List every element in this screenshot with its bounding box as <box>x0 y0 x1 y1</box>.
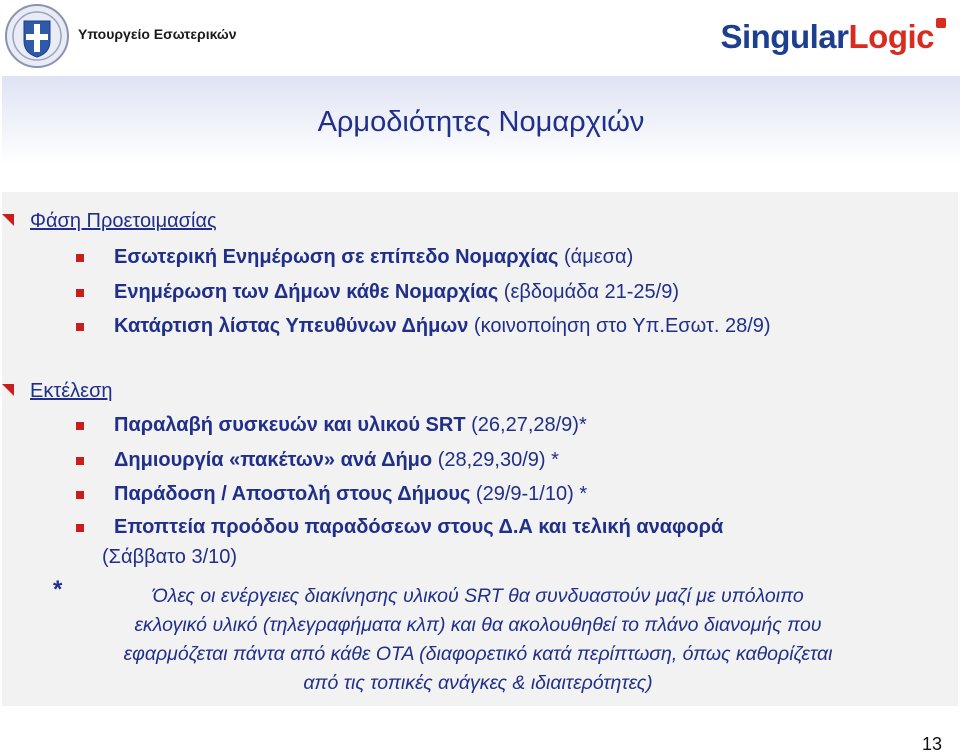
list-item: Εσωτερική Ενημέρωση σε επίπεδο Νομαρχίας (άμεσα) <box>76 246 633 269</box>
red-square-bullet-icon <box>76 289 84 297</box>
list-item: Δημιουργία «πακέτων» ανά Δήμο (28,29,30/9) * <box>76 449 559 472</box>
slide-header <box>2 76 960 164</box>
greek-coat-of-arms-icon <box>4 3 70 69</box>
footnote-line: από τις τοπικές ανάγκες & ιδιαιτερότητες) <box>303 672 653 694</box>
page-title: Αρμοδιότητες Νομαρχιών <box>317 106 645 138</box>
footnote-line: εκλογικό υλικό (τηλεγραφήματα κλπ) και θα ακολουθηθεί το πλάνο διανομής που <box>134 614 822 636</box>
list-item: Κατάρτιση λίστας Υπευθύνων Δήμων (κοινοποίηση στο Υπ.Εσωτ. 28/9) <box>76 315 771 338</box>
footnote-star: * <box>53 576 63 603</box>
footnote-line: Όλες οι ενέργειες διακίνησης υλικού SRT θα συνδυαστούν μαζί με υπόλοιπο <box>152 585 804 607</box>
footnote-line: εφαρμόζεται πάντα από κάθε ΟΤΑ (διαφορετικό κατά περίπτωση, όπως καθορίζεται <box>123 643 833 665</box>
section-heading: Φάση Προετοιμασίας <box>30 210 217 232</box>
red-square-bullet-icon <box>76 254 84 262</box>
red-square-bullet-icon <box>76 422 84 430</box>
red-square-bullet-icon <box>76 491 84 499</box>
list-item: Εποπτεία προόδου παραδόσεων στους Δ.Α και τελική αναφορά <box>76 516 723 539</box>
red-triangle-icon <box>2 214 14 226</box>
footnote <box>18 582 938 698</box>
red-square-bullet-icon <box>76 524 84 532</box>
list-item: Ενημέρωση των Δήμων κάθε Νομαρχίας (εβδομάδα 21-25/9) <box>76 281 679 304</box>
list-item-continuation: (Σάββατο 3/10) <box>102 546 238 568</box>
list-item: Παραλαβή συσκευών και υλικού SRT (26,27,28/9)* <box>76 414 587 437</box>
list-item: Παράδοση / Αποστολή στους Δήμους (29/9-1/10) * <box>76 483 587 506</box>
red-square-bullet-icon <box>76 457 84 465</box>
red-square-bullet-icon <box>76 323 84 331</box>
page-number: 13 <box>921 734 942 754</box>
singularlogic-logo: SingularLogic <box>720 18 946 56</box>
ministry-name: Υπουργείο Εσωτερικών <box>78 26 237 42</box>
section-heading: Εκτέλεση <box>30 380 113 402</box>
top-bar <box>0 0 960 75</box>
logo-mark-icon <box>936 18 946 28</box>
red-triangle-icon <box>2 384 14 396</box>
